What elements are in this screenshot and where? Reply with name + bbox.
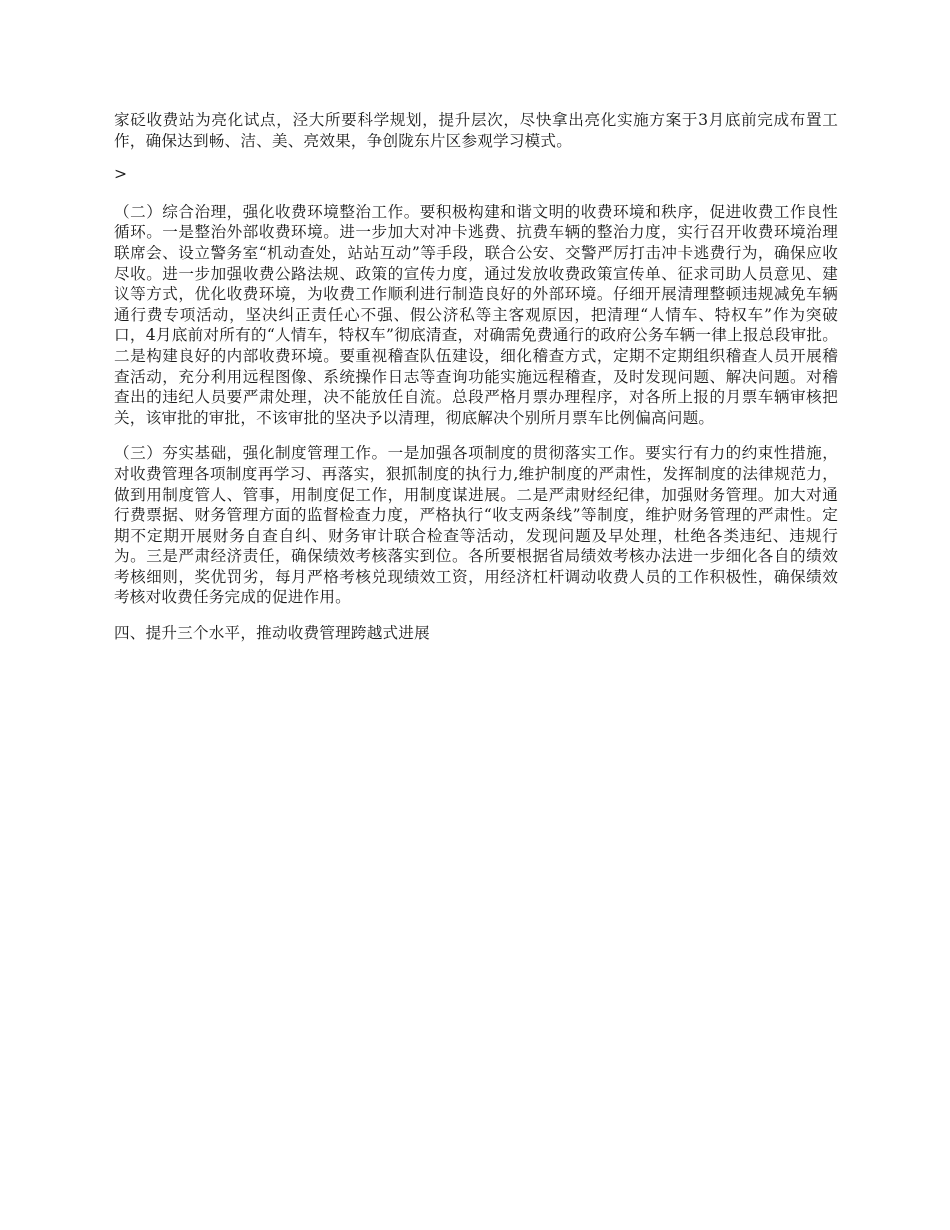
document-body xyxy=(114,110,838,656)
section-heading-four: 四、提升三个水平，推动收费管理跨越式进展 xyxy=(114,624,430,643)
paragraph-section-three: （三）夯实基础，强化制度管理工作。一是加强各项制度的贯彻落实工作。要实行有力的约束性措施，对收费管理各项制度再学习、再落实，狠抓制度的执行力,维护制度的严肃性，发挥制度的法律规范力，做到用制度管人、管事，用制度促工作，用制度谋进展。二是严肃财经纪律，加强财务管理。加大对通行费票据、财务管理方面的监督检查力度，严格执行“收支两条线”等制度，维护财务管理的严肃性。定期不定期开展财务自查自纠、财务审计联合检查等活动，发现问题及早处理，杜绝各类违纪、违规行为。三是严肃经济责任，确保绩效考核落实到位。各所要根据省局绩效考核办法进一步细化各自的绩效考核细则，奖优罚劣，每月严格考核兑现绩效工资，用经济杠杆调动收费人员的工作积极性，确保绩效考核对收费任务完成的促进作用。 xyxy=(114,444,838,607)
paragraph-lighting-plan: 家砭收费站为亮化试点，泾大所要科学规划，提升层次，尽快拿出亮化实施方案于3月底前完成布置工作，确保达到畅、洁、美、亮效果，争创陇东片区参观学习模式。 xyxy=(114,111,838,150)
paragraph-marker: > xyxy=(114,165,128,184)
paragraph-section-two: （二）综合治理，强化收费环境整治工作。要积极构建和谐文明的收费环境和秩序，促进收费工作良性循环。一是整治外部收费环境。进一步加大对冲卡逃费、抗费车辆的整治力度，实行召开收费环境治理联席会、设立警务室“机动查处，站站互动”等手段，联合公安、交警严厉打击冲卡逃费行为，确保应收尽收。进一步加强收费公路法规、政策的宣传力度，通过发放收费政策宣传单、征求司助人员意见、建议等方式，优化收费环境，为收费工作顺利进行制造良好的外部环境。仔细开展清理整顿违规减免车辆通行费专项活动，坚决纠正责任心不强、假公济私等主客观原因，把清理“人情车、特权车”作为突破口，4月底前对所有的“人情车，特权车”彻底清查，对确需免费通行的政府公务车辆一律上报总段审批。二是构建良好的内部收费环境。要重视稽查队伍建设，细化稽查方式，定期不定期组织稽查人员开展稽查活动，充分利用远程图像、系统操作日志等查询功能实施远程稽查，及时发现问题、解决问题。对稽查出的违纪人员要严肃处理，决不能放任自流。总段严格月票办理程序，对各所上报的月票车辆审核把关，该审批的审批，不该审批的坚决予以清理，彻底解决个别所月票车比例偏高问题。 xyxy=(114,202,838,427)
